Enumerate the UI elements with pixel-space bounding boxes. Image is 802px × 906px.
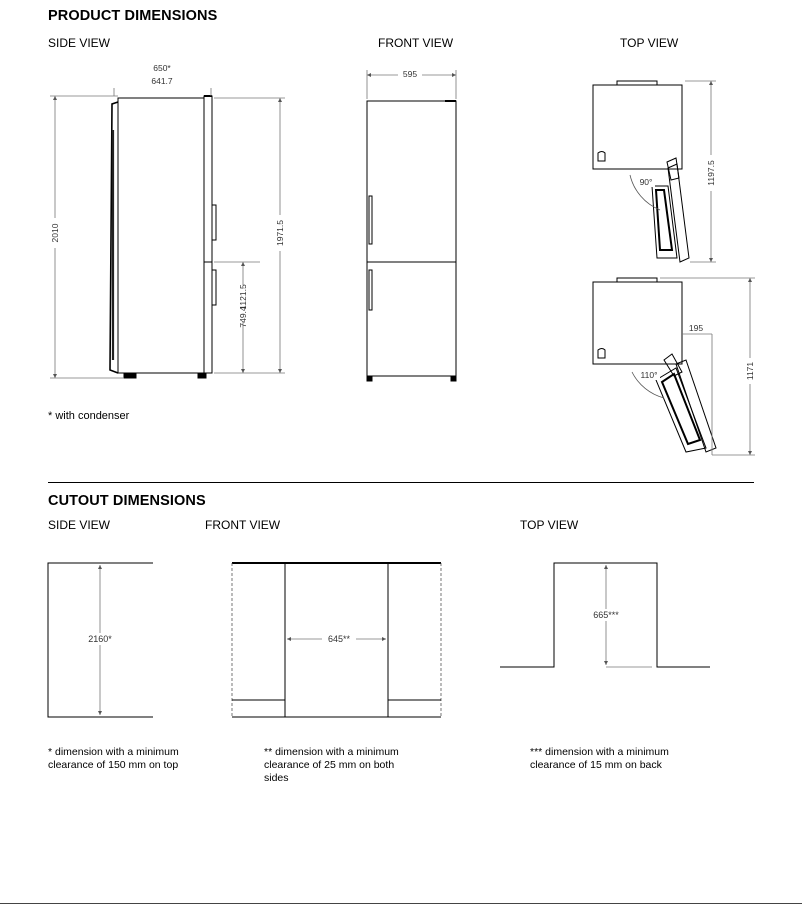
cutout-side-height-value: 2160* [88,634,112,644]
top-90-depth-value: 1197.5 [706,160,716,186]
cutout-side-note: * dimension with a minimum clearance of 150 mm on top [48,746,179,771]
product-front-view-drawing [367,101,456,381]
cutout-top-note: *** dimension with a minimum clearance of 15 mm on back [530,746,669,771]
condenser-note: * with condenser [48,410,130,422]
top-view-110-drawing [593,278,716,452]
cutout-top-depth-value: 665*** [593,610,619,620]
cutout-dimensions-heading: CUTOUT DIMENSIONS [48,493,206,509]
side-total-height-value: 2010 [50,223,60,243]
top-view-90-drawing [593,81,689,262]
top-110-angle-value: 110° [640,370,658,380]
top-110-depth-value: 1171 [745,361,755,381]
cutout-front-note: ** dimension with a minimum clearance of 25 mm on both sides [264,746,399,784]
side-depth-condenser-value: 650* [153,63,171,73]
product-side-view-drawing [110,96,216,378]
cutout-front-view-label: FRONT VIEW [205,518,281,532]
cutout-top-view-label: TOP VIEW [520,518,579,532]
cutout-front-width-value: 645** [327,634,351,644]
side-gap-value: 1121.5 [238,284,248,310]
front-view-label: FRONT VIEW [378,36,454,50]
side-body-height-value: 1971.5 [275,220,285,246]
top-view-label: TOP VIEW [620,36,679,50]
side-lower-door-value: 749.4 [238,306,248,328]
side-view-label: SIDE VIEW [48,36,111,50]
top-90-angle-value: 90° [639,177,653,187]
top-110-swing-value: 195 [688,323,704,333]
front-width-value: 595 [402,69,418,79]
cutout-side-view-label: SIDE VIEW [48,518,111,532]
top-110-dimensions [660,278,755,455]
side-depth-value: 641.7 [151,76,173,86]
product-side-dimension-lines [50,70,285,378]
product-dimensions-heading: PRODUCT DIMENSIONS [48,8,218,24]
